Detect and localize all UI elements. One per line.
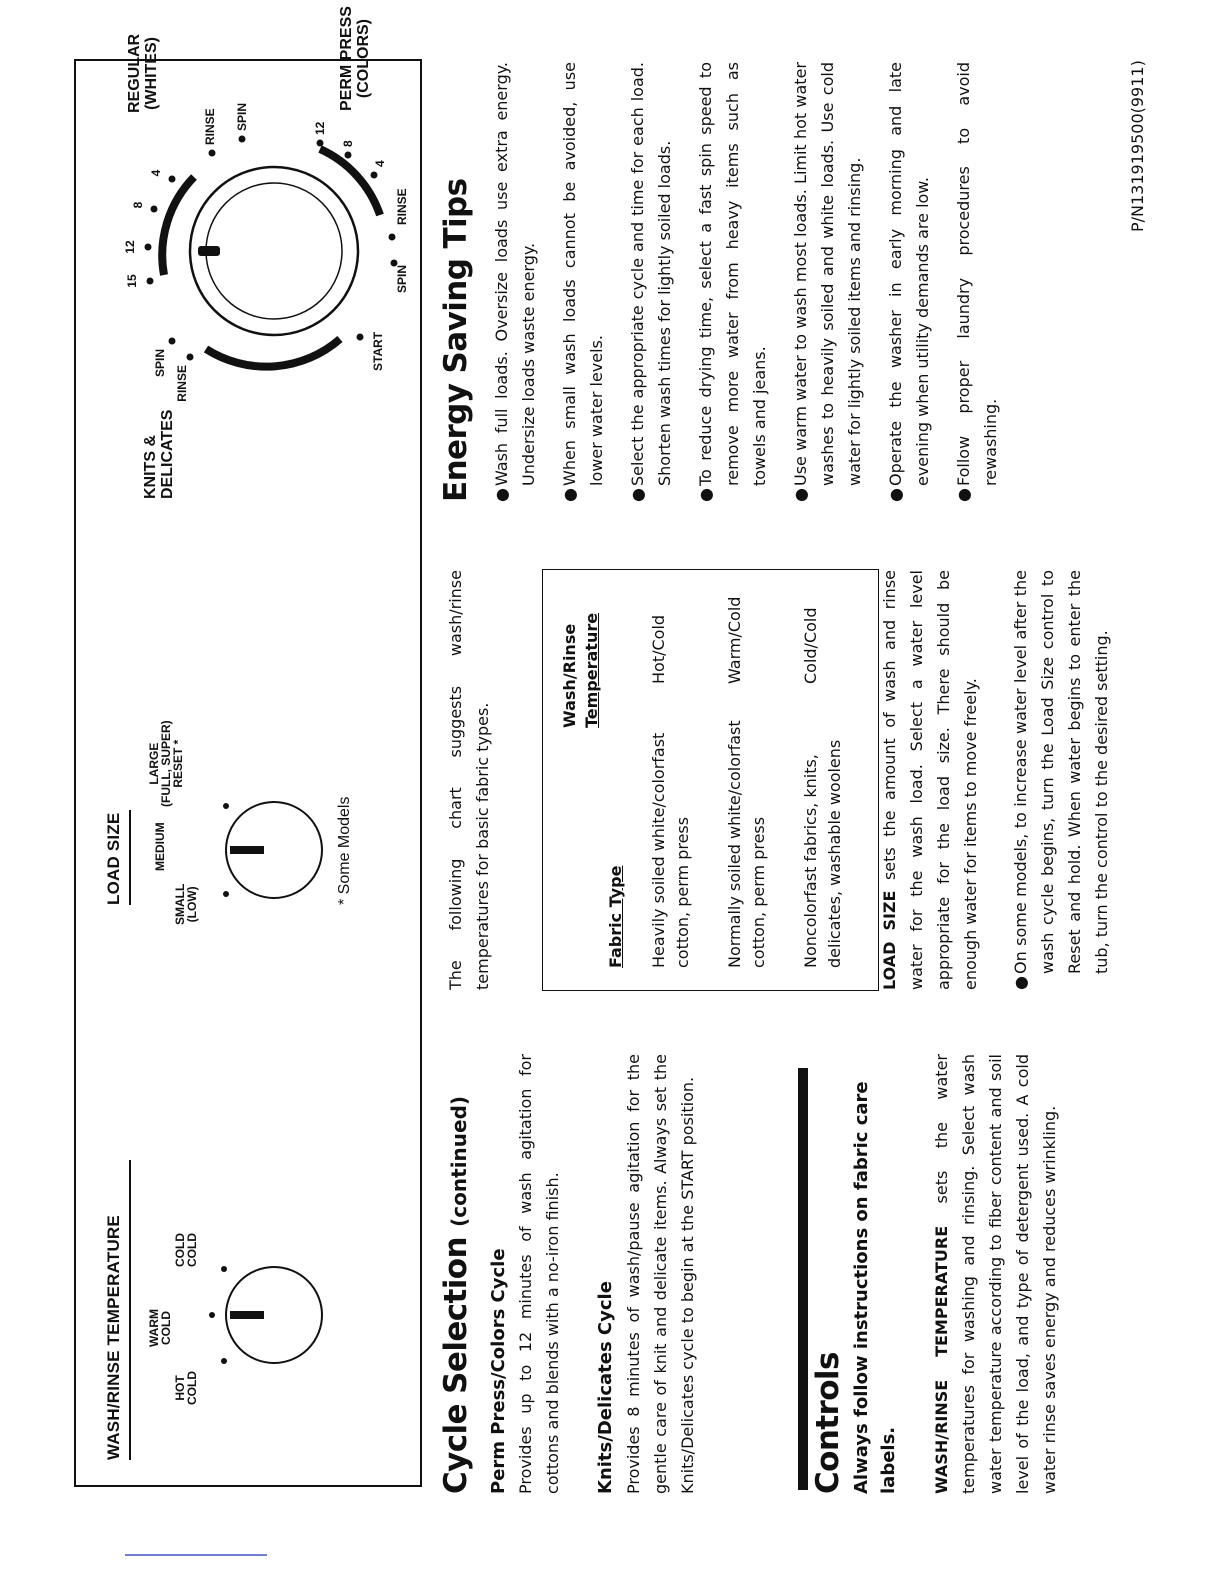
- medium-label: MEDIUM: [153, 822, 167, 871]
- knits-cycle-title: Knits/Delicates Cycle: [595, 1281, 616, 1494]
- hot-cold-label: HOT COLD: [173, 1371, 199, 1405]
- list-item: ● On some models, to increase water level after the wash cycle begins, turn the Load Size control to Reset and hold. When water begins to enter the tub, turn the control to the desired setting.: [1011, 570, 1111, 990]
- load-size-dial-title: LOAD SIZE: [104, 810, 131, 905]
- time-8: 8: [131, 201, 145, 209]
- wash-rinse-knob[interactable]: [186, 1235, 326, 1395]
- fabric-type-header: Fabric Type: [606, 865, 625, 968]
- spin-regular-mark: SPIN: [235, 102, 249, 131]
- table-row-3-temp: Cold/Cold: [801, 607, 820, 684]
- perm-8: 8: [341, 140, 355, 147]
- list-item: ● When small wash loads cannot be avoided, use lower water levels.: [560, 62, 606, 502]
- knits-cycle-arc: [206, 339, 340, 367]
- part-number: P/N131919500(9911): [1128, 60, 1147, 232]
- perm-press-colors-label: PERM PRESS (COLORS): [338, 6, 372, 111]
- time-4: 4: [149, 169, 163, 177]
- list-item: ● Follow proper laundry procedures to avoid rewashing.: [954, 62, 1000, 502]
- warm-cold-label: WARM COLD: [147, 1309, 173, 1347]
- wash-rinse-dial-title: WASH/RINSE TEMPERATURE: [104, 1160, 131, 1460]
- load-size-bullets: [1007, 570, 1129, 990]
- knits-delicates-label: KNITS & DELICATES: [142, 409, 176, 499]
- time-12: 12: [123, 240, 137, 254]
- perm-cycle-arc: [320, 149, 380, 215]
- scan-artifact-line: [125, 1554, 267, 1556]
- cycle-knob[interactable]: [102, 102, 412, 405]
- wash-rinse-description: WASH/RINSE TEMPERATURE sets the water temperatures for washing and rinsing. Select wash water temperature according to fiber content and soil level of the load, and type of detergent used. A cold water rinse saves energy and reduces wrinkling.: [932, 1054, 1059, 1494]
- rinse-knits-mark: RINSE: [175, 365, 189, 402]
- control-panel: [74, 6, 422, 1487]
- list-item: ● Use warm water to wash most loads. Limit hot water washes to heavily soiled and white loads. Use cold water for lightly soiled items and rinsing.: [791, 62, 864, 502]
- load-size-knob[interactable]: [186, 770, 326, 930]
- fabric-temperature-table: [542, 569, 879, 991]
- table-row-3-fabric: Noncolorfast fabrics, knits, delicates, washable woolens: [801, 739, 844, 968]
- start-mark: START: [371, 331, 385, 371]
- cycle-selection-heading: Cycle Selection (continued): [438, 1095, 474, 1494]
- perm-press-cycle-text: Provides up to 12 minutes of wash agitation for cottons and blends with a no-iron finish.: [516, 1054, 562, 1494]
- regular-cycle-arc: [162, 177, 194, 275]
- table-row-1-fabric: Heavily soiled white/colorfast cotton, perm press: [649, 732, 692, 968]
- table-row-1-temp: Hot/Cold: [649, 614, 668, 684]
- spin-knits-mark: SPIN: [153, 349, 167, 378]
- regular-whites-label: REGULAR (WHITES): [126, 33, 160, 113]
- knits-cycle-text: Provides 8 minutes of wash/pause agitation for the gentle care of knit and delicate items. Always set the Knits/Delicates cycle to begin at the START position.: [624, 1054, 697, 1494]
- controls-rule: [798, 1068, 808, 1490]
- energy-tips-heading: Energy Saving Tips: [438, 178, 474, 502]
- perm-press-cycle-title: Perm Press/Colors Cycle: [488, 1248, 509, 1494]
- list-item: ● Operate the washer in early morning and late evening when utility demands are low.: [886, 62, 932, 502]
- rinse-regular-mark: RINSE: [203, 108, 217, 145]
- energy-tips-list: [488, 62, 1018, 502]
- cycle-pointer: [198, 246, 220, 256]
- temperature-header-line1: Wash/Rinse: [560, 623, 579, 728]
- temperature-header-line2: Temperature: [582, 612, 601, 728]
- controls-heading: Controls: [810, 1352, 846, 1494]
- large-label: LARGE (FULL, SUPER) RESET *: [147, 720, 185, 807]
- time-15: 15: [125, 274, 139, 288]
- chart-intro: The following chart suggests wash/rinse temperatures for basic fabric types.: [446, 570, 492, 990]
- controls-subheading: Always follow instructions on fabric care labels.: [851, 1081, 899, 1494]
- small-low-label: SMALL (LOW): [173, 883, 199, 925]
- rinse-perm-mark: RINSE: [395, 188, 409, 225]
- table-row-2-temp: Warm/Cold: [725, 596, 744, 684]
- list-item: ● Wash full loads. Oversize loads use extra energy. Undersize loads waste energy.: [492, 62, 538, 502]
- load-size-description: LOAD SIZE sets the amount of wash and rinse water for the wash load. Select a water level appropriate for the load size. There should be enough water for items to move freely.: [880, 570, 980, 990]
- list-item: ● Select the appropriate cycle and time for each load. Shorten wash times for lightly soiled loads.: [628, 62, 674, 502]
- cold-cold-label: COLD COLD: [173, 1233, 199, 1267]
- table-row-2-fabric: Normally soiled white/colorfast cotton, perm press: [725, 720, 768, 968]
- some-models-footnote: * Some Models: [336, 796, 353, 905]
- list-item: ● To reduce drying time, select a fast spin speed to remove more water from heavy items such as towels and jeans.: [696, 62, 769, 502]
- spin-perm-mark: SPIN: [395, 264, 409, 293]
- perm-4: 4: [373, 160, 387, 167]
- perm-12: 12: [313, 121, 327, 135]
